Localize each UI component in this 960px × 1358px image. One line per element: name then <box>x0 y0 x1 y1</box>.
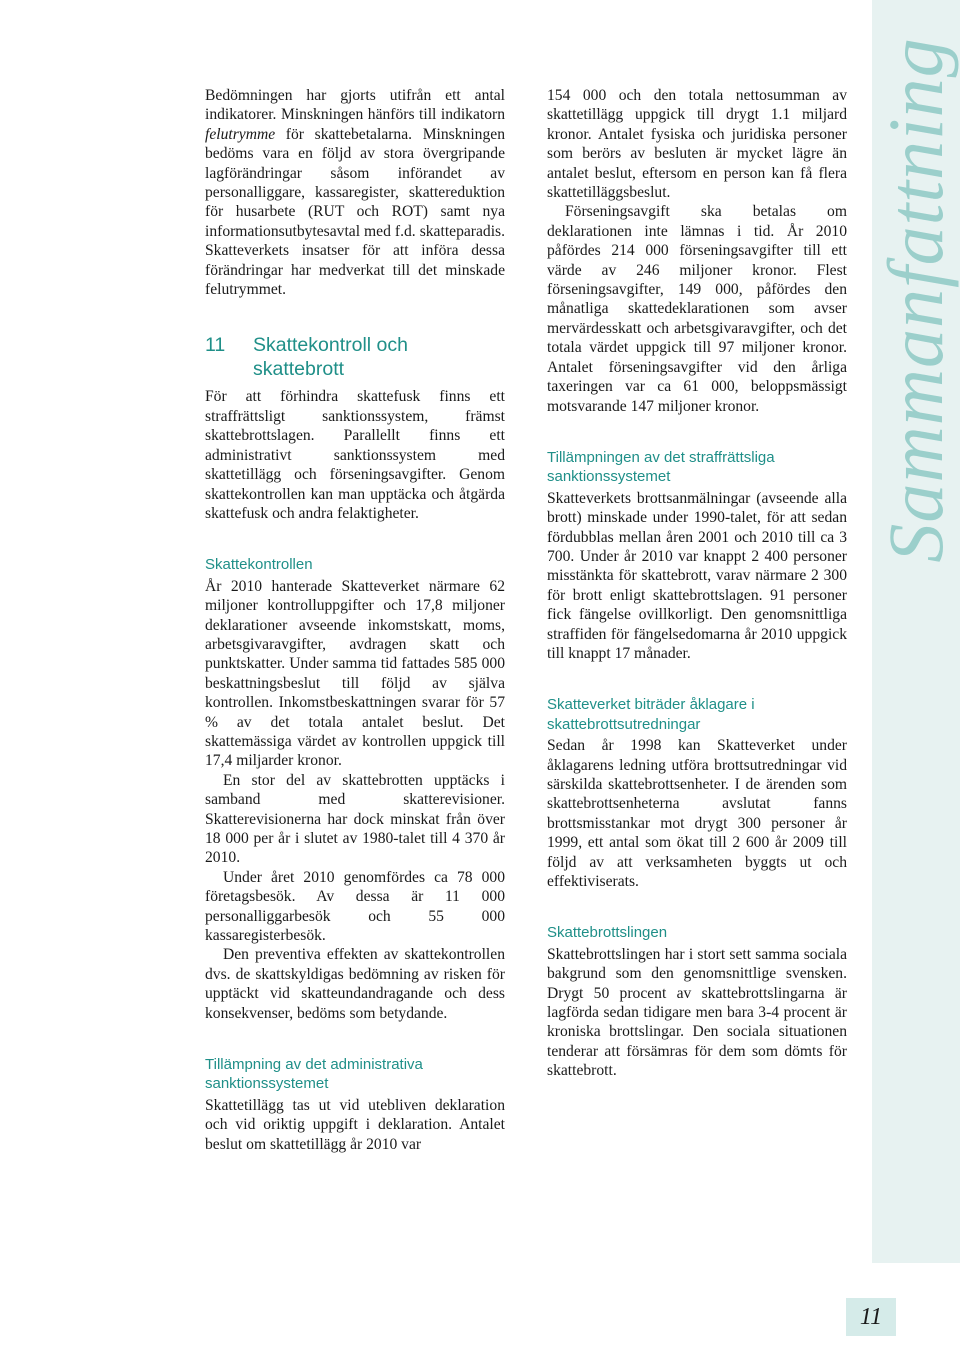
chapter-intro-paragraph: För att förhindra skattefusk finns ett straffrättsligt sanktionssystem, främst skattebrottslagen. Parallellt finns ett administrativt sanktionssystem med skattetillägg och förseningsavgifter. Genom skattekontrollen kan man upptäcka och åtgärda skattefusk och andra felaktigheter. <box>205 388 505 522</box>
heading-skattebrottslingen: Skattebrottslingen <box>547 924 668 942</box>
paragraph: Den preventiva effekten av skattekontrollen dvs. de skattskyldigas bedömning av risken för upptäckt vid skatteundandragande och dess konsekvenser, bedöms som betydande. <box>205 946 505 1022</box>
left-column <box>205 86 505 1154</box>
heading-aklagare: Skatteverket biträder åklagare i skattebrottsutredningar <box>547 696 755 733</box>
paragraph: Skattebrottslingen har i stort sett samma sociala bakgrund som den genomsnittlige svensken. Drygt 50 procent av skattebrottslingarna är lagförda sedan tidigare men bara 3-4 procent är kroniska brottslingar. Den sociala situationen tenderar att försämras för dem som dömts för skattebrott. <box>547 945 847 1080</box>
paragraph: Förseningsavgift ska betalas om deklarationen inte lämnas i tid. År 2010 påfördes 214 000 förseningsavgifter till ett värde av 246 miljoner kronor. Flest förseningsavgifter, 149 000, påfördes den månatliga skattedeklarationen som avser mervärdesskatt och arbetsgivaravgifter, och det totala värdet uppgick till 97 miljoner kronor. Antalet förseningsavgifter vid den årliga taxeringen var ca 61 000, beloppsmässigt motsvarande 147 miljoner kronor. <box>547 203 847 415</box>
paragraph: Under året 2010 genomfördes ca 78 000 företagsbesök. Av dessa är 11 000 personalliggarbesök och 55 000 kassaregisterbesök. <box>205 868 505 945</box>
paragraph: Skattetillägg tas ut vid utebliven deklaration och vid oriktig uppgift i deklaration. Antalet beslut om skattetillägg år 2010 var <box>205 1096 505 1153</box>
chapter-number: 11 <box>205 334 226 357</box>
chapter-heading <box>205 333 505 381</box>
intro-paragraph: Bedömningen har gjorts utifrån ett antal indikatorer. Minskningen hänförs till indikatorn felutrymme för skattebetalarna. Minskningen bedöms vara en följd av stora övergripande lagförändringar såsom införandet av personalliggare, kassaregister, skattereduktion för husarbete (RUT och ROT) samt nya informationsutbytesavtal med f.d. skatteparadis. Skatteverkets insatser för att införa dessa förändringar har medverkat till det minskade felutrymmet. <box>205 87 505 299</box>
heading-straffrattsliga: Tillämpningen av det straffrättsliga sanktionssystemet <box>547 448 775 486</box>
page-number: 11 <box>846 1298 896 1336</box>
right-column <box>547 86 847 1081</box>
chapter-title: Skattekontroll och skattebrott <box>253 334 409 381</box>
heading-administrativa: Tillämpning av det administrativa sanktionssystemet <box>205 1056 423 1093</box>
paragraph: År 2010 hanterade Skatteverket närmare 62 miljoner kontrolluppgifter och 17,8 miljoner deklarationer avseende inkomstskatt, moms, arbetsgivaravgifter, avdragen skatt och punktskatter. Under samma tid fattades 585 000 beskattningsbeslut till följd av själva kontrollen. Inkomstbeskattningen svarar för 57 % av det totala antalet beslut. Det skattemässiga värdet av kontrollen uppgick till 17,4 miljarder kronor. <box>205 577 505 770</box>
paragraph: Sedan år 1998 kan Skatteverket under åklagarens ledning utföra brottsutredningar vid särskilda skattebrottsenheter. I de ärenden som skattebrottsenheterna avslutat fanns brottsmisstankar mot drygt 300 personer år 1999, ett antal som ökat till 2 600 år 2009 till följd av att verksamheten byggts ut och effektiviserats. <box>547 737 847 891</box>
felutrymme-term: felutrymme <box>205 125 276 143</box>
heading-skattekontrollen: Skattekontrollen <box>205 556 313 574</box>
paragraph: Skatteverkets brottsanmälningar (avseende alla brott) minskade under 1990-talet, för att sedan fördubblas mellan åren 2001 och 2010 till ca 3 700. Under år 2010 var knappt 2 400 personer misstänkta för skattebrott, varav närmare 2 300 för brott enligt skattebrottslagen. 91 personer fick fängelse ovillkorligt. Den genomsnittliga straffiden för fängelsedomarna år 2010 uppgick till knappt 17 månader. <box>547 489 847 662</box>
paragraph: En stor del av skattebrotten upptäcks i samband med skatterevisioner. Skatterevisionerna har dock minskat från över 18 000 per år i slutet av 1980-talet till 4 370 år 2010. <box>205 771 505 867</box>
paragraph: 154 000 och den totala nettosumman av skattetillägg uppgick till drygt 1.1 miljard kronor. Antalet fysiska och juridiska personer som berörs av besluten är mycket lägre än antalet beslut, eftersom en person kan få flera skattetilläggsbeslut. <box>547 87 847 202</box>
side-title: Sammanfattning <box>872 37 959 563</box>
